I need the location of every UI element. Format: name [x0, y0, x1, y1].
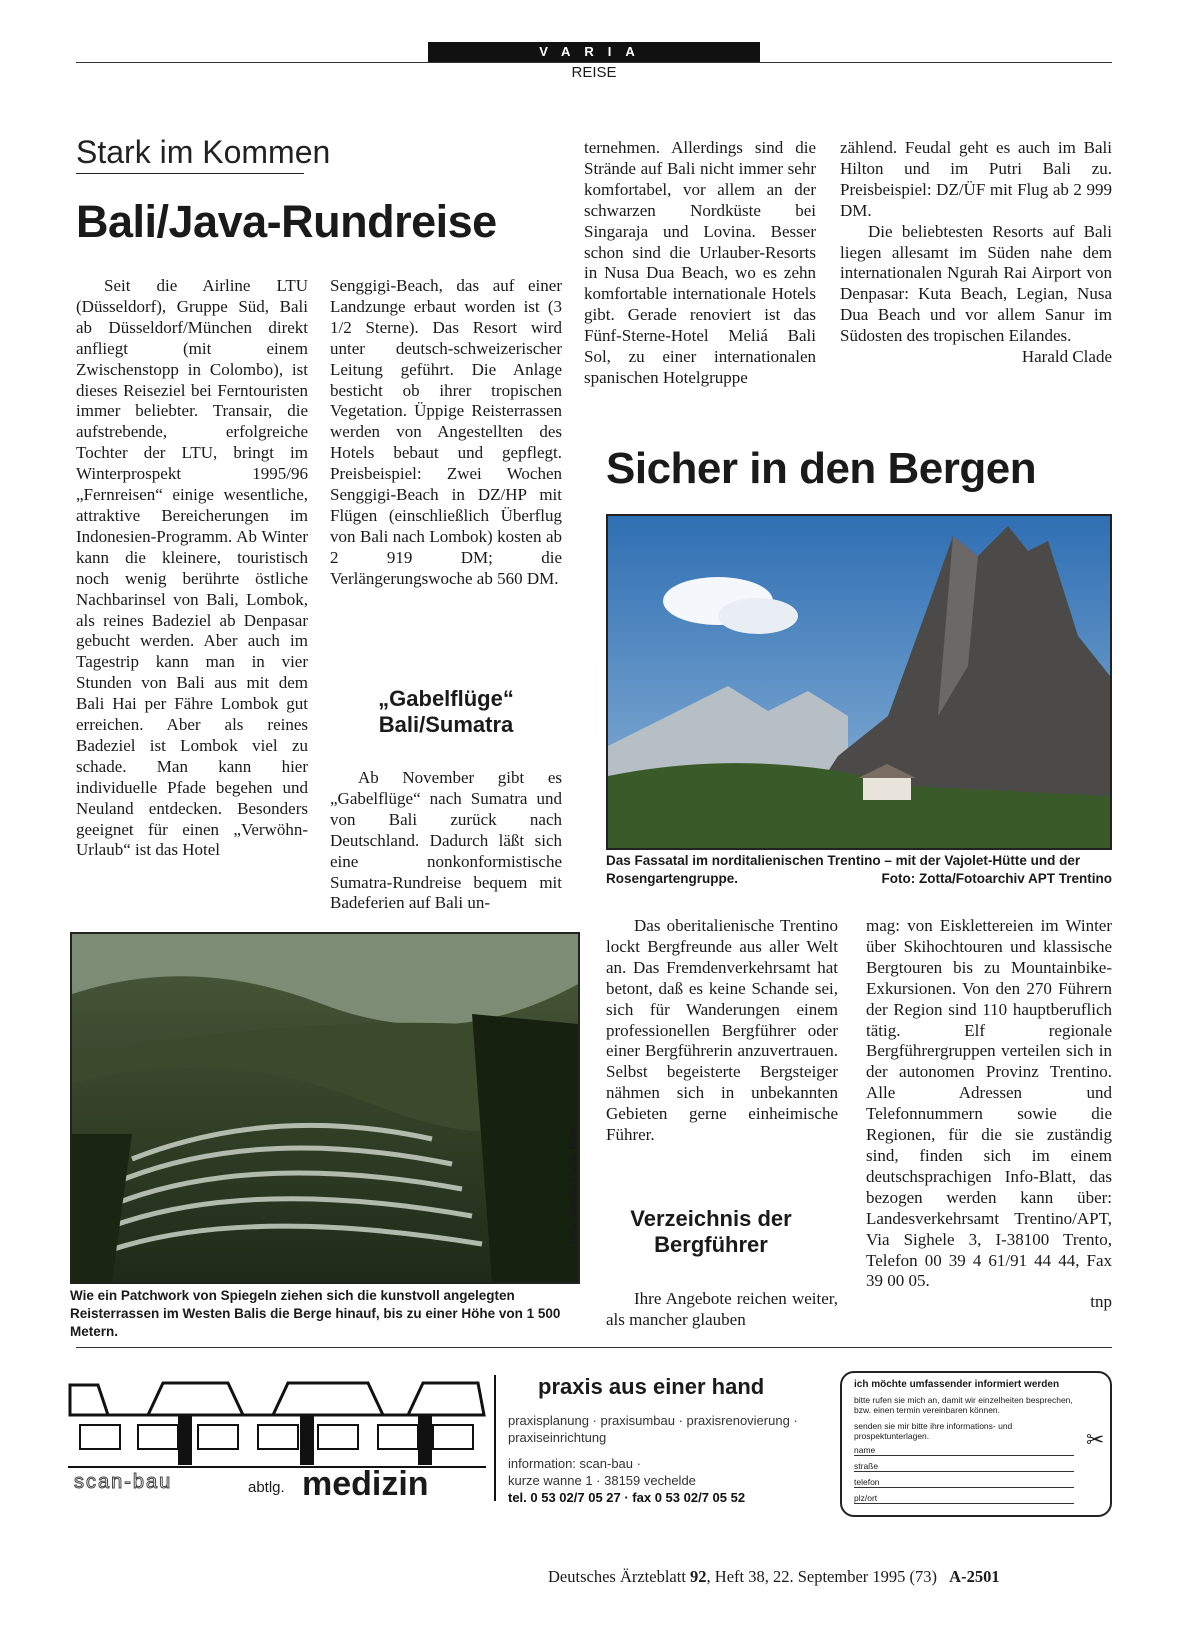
- coupon-title: ich möchte umfassender informiert werden: [854, 1379, 1060, 1390]
- page-footer: [548, 1567, 1000, 1587]
- coupon-field-city[interactable]: plz/ort: [854, 1493, 1074, 1504]
- dolomites-photo: [606, 514, 1112, 850]
- ad-dept-prefix: abtlg.: [248, 1479, 285, 1496]
- header-rule: [76, 62, 1112, 63]
- ad-address: kurze wanne 1 · 38159 vechelde: [508, 1473, 696, 1488]
- dolomites-image: [608, 516, 1110, 848]
- ad-info-label: information: scan-bau ·: [508, 1456, 641, 1471]
- dolomites-photo-caption: [606, 852, 1112, 888]
- bali-photo-credit: Foto: Harald Clade, Köln: [568, 1127, 579, 1244]
- article1-column-1: [76, 276, 308, 861]
- ad-services: praxisplanung · praxisumbau · praxisrenovierung · praxiseinrichtung: [508, 1413, 798, 1445]
- rice-terraces-image: [72, 934, 578, 1282]
- paragraph: Ihre Angebote reichen weiter, als mancher glauben: [606, 1289, 838, 1329]
- bali-photo-caption: Wie ein Patchwork von Spiegeln ziehen sich die kunstvoll angelegten Reisterrassen im Westen Balis die Berge hinauf, bis zu einer Höhe von 1 500 Metern.: [70, 1288, 561, 1339]
- article1-kicker: Stark im Kommen: [76, 134, 331, 170]
- ad-rule: [76, 1347, 1112, 1348]
- journal-name: Deutsches Ärzteblatt: [548, 1567, 686, 1586]
- ad-divider: [494, 1375, 496, 1501]
- paragraph: Seit die Airline LTU (Düsseldorf), Gruppe Süd, Bali ab Düsseldorf/München direkt anfliegt (mit einem Zwischenstopp in Colombo), ist dieses Reiseziel bei Ferntouristen immer beliebter. Transair, die aufstrebende, erfolgreiche Tochter der LTU, bringt im Winterprospekt 1995/96 „Fernreisen“ einige wesentliche, attraktive Bereicherungen im Indonesien-Programm. Ab Winter kann die kleinere, touristisch noch wenig berührte östliche Nachbarinsel von Bali, Lombok, als reines Badeziel ab Denpasar gebucht werden. Aber auch im Tagestrip kann man in vier Stunden von Bali aus mit dem Bali Hai per Fähre Lombok gut erreichen. Aber als reines Badeziel ist Lombok viel zu schade. Man kann hier individuelle Pfade begehen und Neuland entdecken. Besonders geeignet für einen „Verwöhn-Urlaub“ ist das Hotel: [76, 276, 308, 860]
- article2-author: tnp: [1090, 1292, 1112, 1312]
- ad-dept: medizin: [302, 1465, 429, 1503]
- paragraph: zählend. Feudal geht es auch im Bali Hilton und im Putri Bali zu. Preisbeispiel: DZ/ÜF mit Flug ab 2 999 DM.: [840, 138, 1112, 220]
- coupon-field-phone[interactable]: telefon: [854, 1477, 1074, 1488]
- scissors-icon: ✂: [1086, 1427, 1105, 1452]
- issue-info: , Heft 38, 22. September 1995 (73): [706, 1567, 938, 1586]
- article1-column-3: [584, 138, 816, 389]
- ad-phone: tel. 0 53 02/7 05 27 · fax 0 53 02/7 05 52: [508, 1490, 746, 1505]
- article2-subhead: Verzeichnis der Bergführer: [630, 1206, 792, 1257]
- article2-column-1: [606, 916, 838, 1146]
- article1-subhead: „Gabelflüge“ Bali/Sumatra: [378, 686, 514, 737]
- article2-column-1b: [606, 1289, 838, 1331]
- paragraph: Das oberitalienische Trentino lockt Bergfreunde aus aller Welt an. Das Fremdenverkehrsamt hat betont, daß es keine Schande sei, sich für Wanderungen einem professionellen Bergführer oder einer Bergführerin anzuvertrauen. Selbst begeisterte Bergsteiger nähmen sich in unbekannten Gebieten gerne einheimische Führer.: [606, 916, 838, 1145]
- article1-column-4: [840, 138, 1112, 368]
- coupon-text-1: bitte rufen sie mich an, damit wir einzelheiten besprechen, bzw. einen termin vereinbaren können.: [854, 1395, 1073, 1415]
- subsection-label: REISE: [571, 64, 617, 81]
- coupon-text-2: senden sie mir bitte ihre informations- und prospektunterlagen.: [854, 1421, 1013, 1441]
- paragraph: ternehmen. Allerdings sind die Strände auf Bali nicht immer sehr komfortabel, vor allem an der schwarzen Nordküste bei Singaraja und Lovina. Besser schon sind die Urlauber-Resorts in Nusa Dua Beach, wo es zehn komfortable internationale Hotels gibt. Gerade renoviert ist das Fünf-Sterne-Hotel Meliá Bali Sol, zu einer internationalen spanischen Hotelgruppe: [584, 138, 816, 387]
- coupon-field-street[interactable]: straße: [854, 1461, 1074, 1472]
- page-number: A-2501: [949, 1567, 1000, 1586]
- article1-column-2: [330, 276, 562, 590]
- dolomites-caption-text: Das Fassatal im norditalienischen Trentino – mit der Vajolet-Hütte und der Rosengartengruppe.: [606, 853, 1081, 886]
- article1-headline: Bali/Java-Rundreise: [76, 196, 497, 247]
- ad-title: praxis aus einer hand: [538, 1374, 765, 1399]
- section-label: VARIA: [428, 42, 760, 62]
- ad-reply-coupon: [840, 1371, 1112, 1517]
- rice-terraces-photo: [70, 932, 580, 1284]
- paragraph: mag: von Eisklettereien im Winter über Skihochtouren und klassische Bergtouren bis zu Mountainbike-Exkursionen. Von den 270 Führern der Region sind 110 hauptberuflich tätig. Elf regionale Bergführergruppen verteilen sich in der autonomen Provinz Trentino. Alle Adressen und Telefonnummern sowie die Regionen, für die sie zuständig sind, finden sich im einem deutschsprachigen Info-Blatt, das bezogen werden kann über: Landesverkehrsamt Trentino/APT, Via Sighele 3, I-38100 Trento, Telefon 00 39 4 61/91 44 44, Fax 39 00 05.: [866, 916, 1112, 1291]
- paragraph: Ab November gibt es „Gabelflüge“ nach Sumatra und von Bali zurück nach Deutschland. Dadurch läßt sich eine nonkonformistische Sumatra-Rundreise bequem mit Badeferien auf Bali un-: [330, 768, 562, 913]
- coupon-field-name[interactable]: name: [854, 1445, 1074, 1456]
- scan-bau-ad-logo: [68, 1375, 486, 1501]
- kicker-rule: [76, 173, 304, 174]
- journal-volume: 92: [690, 1567, 707, 1586]
- dolomites-photo-credit: Foto: Zotta/Fotoarchiv APT Trentino: [881, 871, 1112, 886]
- paragraph: Senggigi-Beach, das auf einer Landzunge erbaut worden ist (3 1/2 Sterne). Das Resort wird unter deutsch-schweizerischer Leitung geführt. Die Anlage besticht ob ihrer tropischen Vegetation. Üppige Reisterrassen werden von Angestellten des Hotels bebaut und gepflegt. Preisbeispiel: Zwei Wochen Senggigi-Beach in DZ/HP mit Flügen (einschließlich Überflug von Bali nach Lombok) kosten ab 2 919 DM; die Verlängerungswoche ab 560 DM.: [330, 276, 562, 588]
- article2-column-2: [866, 916, 1112, 1313]
- paragraph: Die beliebtesten Resorts auf Bali liegen allesamt im Süden nahe dem internationalen Ngurah Rai Airport von Denpasar: Kuta Beach, Legian, Nusa Dua Beach und vor allem Sanur im Südosten des tropischen Eilandes.: [840, 221, 1112, 346]
- article2-headline: Sicher in den Bergen: [606, 444, 1037, 493]
- article1-author: Harald Clade: [1021, 347, 1112, 367]
- scan-bau-brand: scan-bau: [74, 1471, 173, 1493]
- article1-column-2b: [330, 768, 562, 914]
